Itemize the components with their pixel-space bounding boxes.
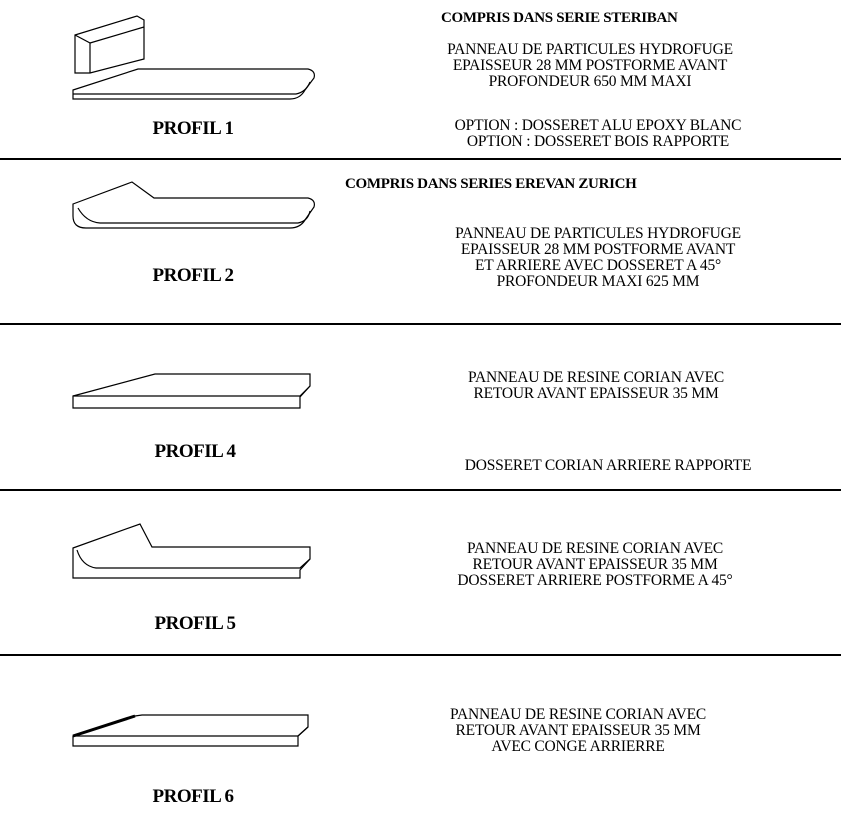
description-line: RETOUR AVANT EPAISSEUR 35 MM <box>473 385 719 402</box>
section-divider <box>0 654 841 656</box>
description-line: RETOUR AVANT EPAISSEUR 35 MM <box>472 556 718 573</box>
profil-5-description <box>395 541 795 589</box>
description-line: RETOUR AVANT EPAISSEUR 35 MM <box>455 722 701 739</box>
description-line: EPAISSEUR 28 MM POSTFORME AVANT <box>452 57 728 74</box>
description-line: PROFONDEUR MAXI 625 MM <box>496 273 700 290</box>
profil-4-drawing <box>60 370 320 420</box>
profil-5-drawing <box>60 520 320 580</box>
profil-2-label: PROFIL 2 <box>152 265 234 286</box>
profil-2-heading: COMPRIS DANS SERIES EREVAN ZURICH <box>345 176 637 192</box>
profil-5-label: PROFIL 5 <box>154 613 236 634</box>
profil-4-note: DOSSERET CORIAN ARRIERE RAPPORTE <box>464 457 752 474</box>
section-divider <box>0 323 841 325</box>
profil-1-heading: COMPRIS DANS SERIE STERIBAN <box>441 10 678 26</box>
description-line: EPAISSEUR 28 MM POSTFORME AVANT <box>460 241 736 258</box>
section-divider <box>0 489 841 491</box>
description-line: PANNEAU DE RESINE CORIAN AVEC <box>449 706 706 723</box>
option-line: OPTION : DOSSERET BOIS RAPPORTE <box>466 133 730 150</box>
profil-6-label: PROFIL 6 <box>152 786 234 807</box>
description-line: PANNEAU DE RESINE CORIAN AVEC <box>466 540 723 557</box>
profil-1-label: PROFIL 1 <box>152 118 234 139</box>
description-line: PANNEAU DE PARTICULES HYDROFUGE <box>455 225 741 242</box>
description-line: AVEC CONGE ARRIERRE <box>491 738 665 755</box>
profil-1-drawing <box>60 8 320 118</box>
profil-6-description <box>378 707 778 755</box>
section-divider <box>0 158 841 160</box>
profil-4-description <box>396 370 796 402</box>
description-line: PANNEAU DE PARTICULES HYDROFUGE <box>447 41 733 58</box>
profil-2-drawing <box>60 178 320 238</box>
description-line: DOSSERET ARRIERE POSTFORME A 45° <box>457 572 733 589</box>
description-line: ET ARRIERE AVEC DOSSERET A 45° <box>474 257 722 274</box>
description-line: PROFONDEUR 650 MM MAXI <box>488 73 692 90</box>
profil-2-description <box>398 226 798 290</box>
description-line: PANNEAU DE RESINE CORIAN AVEC <box>467 369 724 386</box>
profil-1-options <box>398 118 798 150</box>
profil-6-drawing <box>60 708 320 758</box>
profil-1-description <box>390 42 790 90</box>
profil-4-label: PROFIL 4 <box>154 441 236 462</box>
option-line: OPTION : DOSSERET ALU EPOXY BLANC <box>454 117 742 134</box>
